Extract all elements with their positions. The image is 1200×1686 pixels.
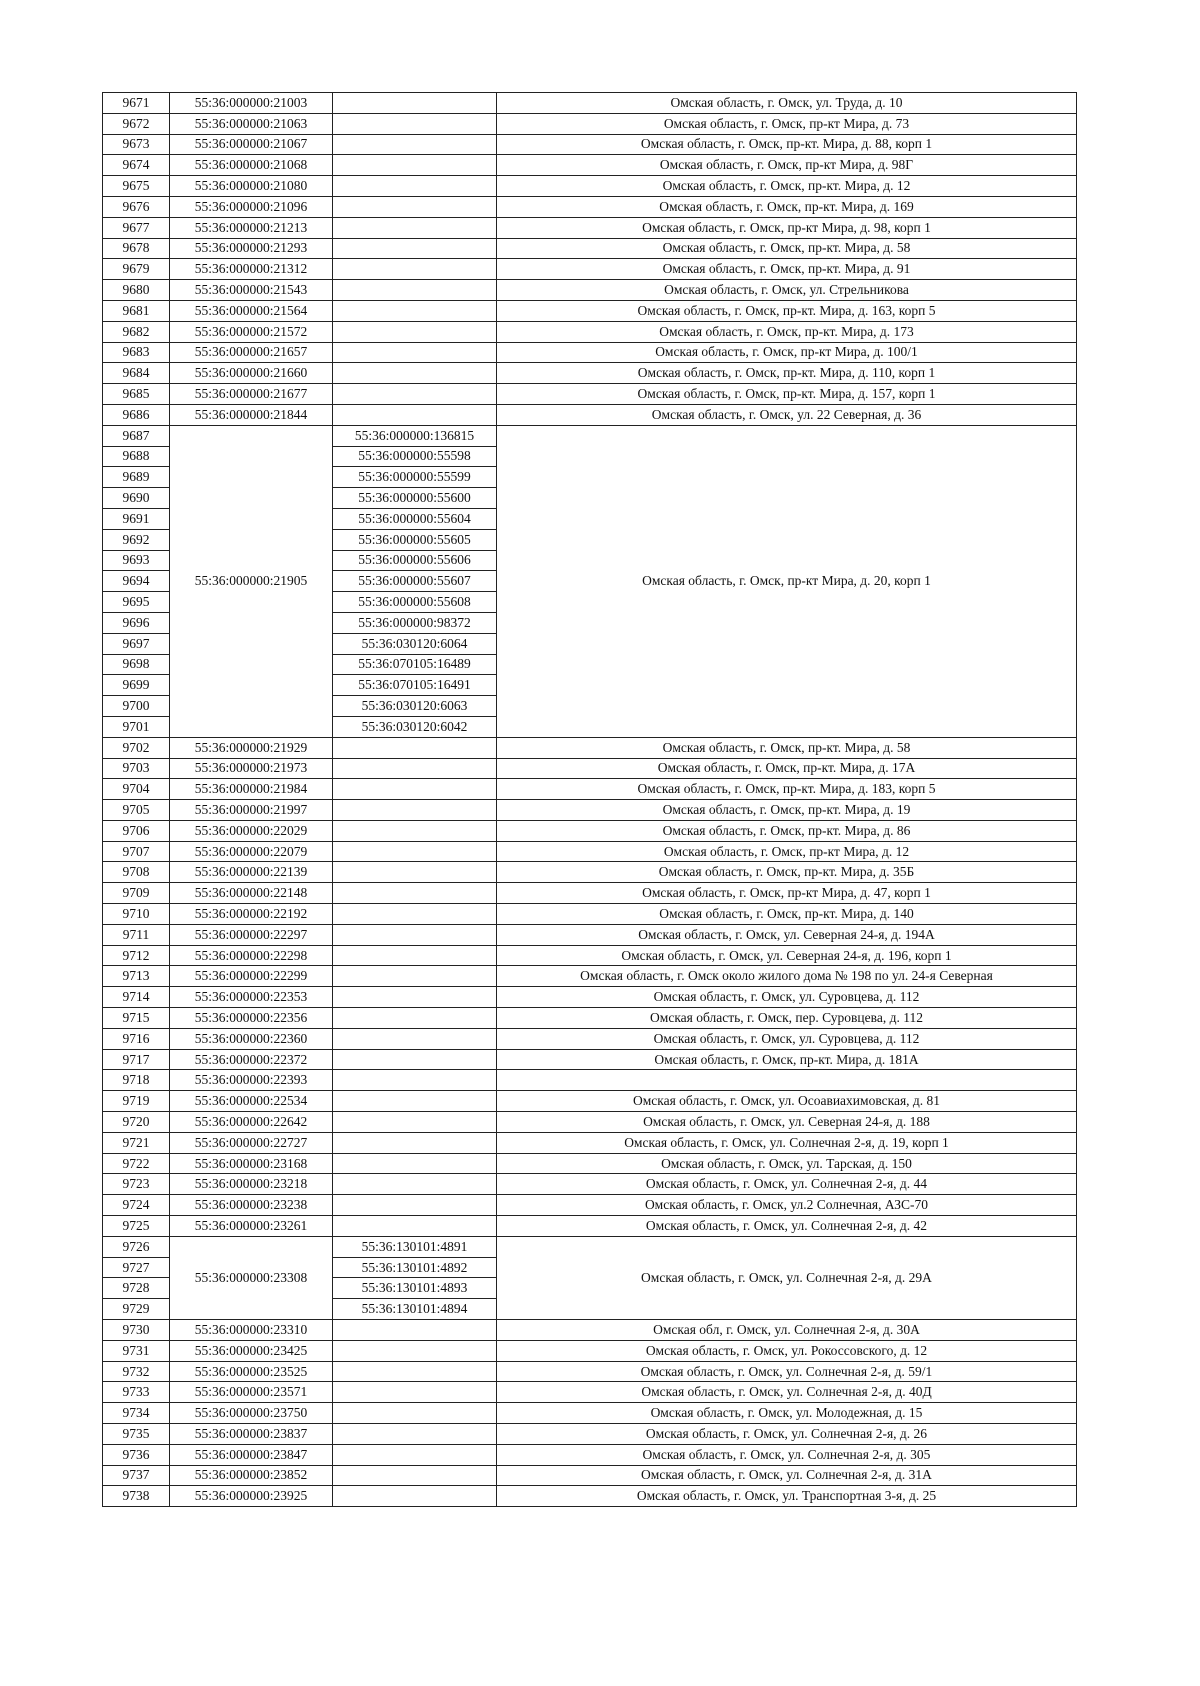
row-number-cell: 9732 xyxy=(103,1361,170,1382)
sub-cadastral-number-cell: 55:36:000000:55605 xyxy=(333,529,497,550)
sub-cadastral-number-cell xyxy=(333,1195,497,1216)
cadastral-number-cell: 55:36:000000:21984 xyxy=(170,779,333,800)
sub-cadastral-number-cell xyxy=(333,1008,497,1029)
cadastral-number-cell: 55:36:000000:23218 xyxy=(170,1174,333,1195)
row-number-cell: 9719 xyxy=(103,1091,170,1112)
address-cell: Омская область, г. Омск, пр-кт Мира, д. 12 xyxy=(497,841,1077,862)
cadastral-number-cell: 55:36:000000:21067 xyxy=(170,134,333,155)
cadastral-number-cell: 55:36:000000:21844 xyxy=(170,404,333,425)
sub-cadastral-number-cell xyxy=(333,1465,497,1486)
row-number-cell: 9684 xyxy=(103,363,170,384)
sub-cadastral-number-cell xyxy=(333,196,497,217)
cadastral-number-cell: 55:36:000000:22298 xyxy=(170,945,333,966)
sub-cadastral-number-cell xyxy=(333,1070,497,1091)
sub-cadastral-number-cell: 55:36:070105:16491 xyxy=(333,675,497,696)
row-number-cell: 9704 xyxy=(103,779,170,800)
table-row xyxy=(103,1444,1077,1465)
table-row xyxy=(103,1174,1077,1195)
address-cell: Омская область, г. Омск, ул. 22 Северная, д. 36 xyxy=(497,404,1077,425)
sub-cadastral-number-cell xyxy=(333,841,497,862)
cadastral-number-cell: 55:36:000000:21905 xyxy=(170,425,333,737)
sub-cadastral-number-cell xyxy=(333,779,497,800)
address-cell: Омская область, г. Омск, ул. Солнечная 2-я, д. 40Д xyxy=(497,1382,1077,1403)
table-row xyxy=(103,300,1077,321)
table-row xyxy=(103,425,1077,446)
row-number-cell: 9676 xyxy=(103,196,170,217)
table-row xyxy=(103,280,1077,301)
address-cell: Омская область, г. Омск, пр-кт Мира, д. 20, корп 1 xyxy=(497,425,1077,737)
cadastral-number-cell: 55:36:000000:23308 xyxy=(170,1236,333,1319)
cadastral-number-cell: 55:36:000000:21063 xyxy=(170,113,333,134)
table-row xyxy=(103,737,1077,758)
cadastral-number-cell: 55:36:000000:22727 xyxy=(170,1132,333,1153)
address-cell: Омская область, г. Омск, пр-кт. Мира, д. 183, корп 5 xyxy=(497,779,1077,800)
row-number-cell: 9687 xyxy=(103,425,170,446)
table-row xyxy=(103,1153,1077,1174)
table-row xyxy=(103,758,1077,779)
address-cell: Омская область, г. Омск, пр-кт. Мира, д. 58 xyxy=(497,737,1077,758)
table-row xyxy=(103,321,1077,342)
row-number-cell: 9727 xyxy=(103,1257,170,1278)
address-cell: Омская область, г. Омск, ул. Тарская, д. 150 xyxy=(497,1153,1077,1174)
row-number-cell: 9714 xyxy=(103,987,170,1008)
cadastral-number-cell: 55:36:000000:21312 xyxy=(170,259,333,280)
cadastral-number-cell: 55:36:000000:22297 xyxy=(170,924,333,945)
sub-cadastral-number-cell xyxy=(333,1424,497,1445)
sub-cadastral-number-cell: 55:36:070105:16489 xyxy=(333,654,497,675)
table-row xyxy=(103,342,1077,363)
row-number-cell: 9705 xyxy=(103,800,170,821)
table-row xyxy=(103,779,1077,800)
sub-cadastral-number-cell xyxy=(333,737,497,758)
sub-cadastral-number-cell xyxy=(333,758,497,779)
cadastral-number-cell: 55:36:000000:23310 xyxy=(170,1320,333,1341)
sub-cadastral-number-cell xyxy=(333,987,497,1008)
table-row xyxy=(103,155,1077,176)
address-cell: Омская область, г. Омск, ул. Северная 24-я, д. 196, корп 1 xyxy=(497,945,1077,966)
sub-cadastral-number-cell xyxy=(333,113,497,134)
row-number-cell: 9735 xyxy=(103,1424,170,1445)
sub-cadastral-number-cell xyxy=(333,1153,497,1174)
address-cell: Омская область, г. Омск, ул. Транспортная 3-я, д. 25 xyxy=(497,1486,1077,1507)
address-cell: Омская область, г. Омск, пр-кт. Мира, д. 163, корп 5 xyxy=(497,300,1077,321)
address-cell: Омская область, г. Омск, пр-кт. Мира, д. 17А xyxy=(497,758,1077,779)
row-number-cell: 9713 xyxy=(103,966,170,987)
sub-cadastral-number-cell xyxy=(333,1174,497,1195)
row-number-cell: 9722 xyxy=(103,1153,170,1174)
address-cell: Омская область, г. Омск, ул. Северная 24-я, д. 188 xyxy=(497,1112,1077,1133)
sub-cadastral-number-cell: 55:36:130101:4892 xyxy=(333,1257,497,1278)
cadastral-number-cell: 55:36:000000:23425 xyxy=(170,1340,333,1361)
address-cell: Омская область, г. Омск, ул.2 Солнечная, АЗС-70 xyxy=(497,1195,1077,1216)
row-number-cell: 9736 xyxy=(103,1444,170,1465)
sub-cadastral-number-cell xyxy=(333,1382,497,1403)
row-number-cell: 9707 xyxy=(103,841,170,862)
table-row xyxy=(103,134,1077,155)
address-cell: Омская область, г. Омск, пр-кт. Мира, д. 88, корп 1 xyxy=(497,134,1077,155)
address-cell: Омская область, г. Омск, ул. Рокоссовского, д. 12 xyxy=(497,1340,1077,1361)
row-number-cell: 9728 xyxy=(103,1278,170,1299)
row-number-cell: 9708 xyxy=(103,862,170,883)
sub-cadastral-number-cell: 55:36:000000:98372 xyxy=(333,612,497,633)
table-row xyxy=(103,1486,1077,1507)
cadastral-number-cell: 55:36:000000:23525 xyxy=(170,1361,333,1382)
table-row xyxy=(103,1008,1077,1029)
cadastral-number-cell: 55:36:000000:22393 xyxy=(170,1070,333,1091)
sub-cadastral-number-cell xyxy=(333,300,497,321)
sub-cadastral-number-cell xyxy=(333,862,497,883)
sub-cadastral-number-cell xyxy=(333,1112,497,1133)
table-row xyxy=(103,1465,1077,1486)
row-number-cell: 9680 xyxy=(103,280,170,301)
cadastral-number-cell: 55:36:000000:22642 xyxy=(170,1112,333,1133)
cadastral-number-cell: 55:36:000000:22353 xyxy=(170,987,333,1008)
cadastral-number-cell: 55:36:000000:21973 xyxy=(170,758,333,779)
cadastral-number-cell: 55:36:000000:21543 xyxy=(170,280,333,301)
table-row xyxy=(103,1361,1077,1382)
cadastral-number-cell: 55:36:000000:22079 xyxy=(170,841,333,862)
sub-cadastral-number-cell xyxy=(333,1361,497,1382)
row-number-cell: 9683 xyxy=(103,342,170,363)
row-number-cell: 9701 xyxy=(103,716,170,737)
cadastral-number-cell: 55:36:000000:23168 xyxy=(170,1153,333,1174)
address-cell: Омская область, г. Омск, ул. Солнечная 2-я, д. 44 xyxy=(497,1174,1077,1195)
table-row xyxy=(103,924,1077,945)
table-row xyxy=(103,862,1077,883)
address-cell: Омская область, г. Омск, пр-кт. Мира, д. 19 xyxy=(497,800,1077,821)
row-number-cell: 9697 xyxy=(103,633,170,654)
table-row xyxy=(103,1216,1077,1237)
cadastral-number-cell: 55:36:000000:21657 xyxy=(170,342,333,363)
sub-cadastral-number-cell xyxy=(333,966,497,987)
row-number-cell: 9738 xyxy=(103,1486,170,1507)
table-row xyxy=(103,1382,1077,1403)
address-cell: Омская область, г. Омск, пр-кт Мира, д. 73 xyxy=(497,113,1077,134)
cadastral-number-cell: 55:36:000000:21213 xyxy=(170,217,333,238)
row-number-cell: 9718 xyxy=(103,1070,170,1091)
row-number-cell: 9674 xyxy=(103,155,170,176)
row-number-cell: 9685 xyxy=(103,384,170,405)
cadastral-number-cell: 55:36:000000:21564 xyxy=(170,300,333,321)
address-cell: Омская область, г. Омск, ул. Осоавиахимовская, д. 81 xyxy=(497,1091,1077,1112)
cadastral-number-cell: 55:36:000000:21003 xyxy=(170,93,333,114)
cadastral-number-cell: 55:36:000000:21929 xyxy=(170,737,333,758)
row-number-cell: 9734 xyxy=(103,1403,170,1424)
table-row xyxy=(103,1132,1077,1153)
sub-cadastral-number-cell xyxy=(333,217,497,238)
sub-cadastral-number-cell xyxy=(333,904,497,925)
row-number-cell: 9692 xyxy=(103,529,170,550)
sub-cadastral-number-cell xyxy=(333,945,497,966)
cadastral-number-cell: 55:36:000000:21068 xyxy=(170,155,333,176)
address-cell: Омская область, г. Омск, пр-кт. Мира, д. 173 xyxy=(497,321,1077,342)
row-number-cell: 9717 xyxy=(103,1049,170,1070)
cadastral-number-cell: 55:36:000000:23837 xyxy=(170,1424,333,1445)
sub-cadastral-number-cell xyxy=(333,384,497,405)
address-cell: Омская область, г. Омск, пр-кт Мира, д. 100/1 xyxy=(497,342,1077,363)
row-number-cell: 9698 xyxy=(103,654,170,675)
sub-cadastral-number-cell xyxy=(333,924,497,945)
row-number-cell: 9673 xyxy=(103,134,170,155)
address-cell: Омская область, г. Омск, ул. Суровцева, д. 112 xyxy=(497,987,1077,1008)
row-number-cell: 9723 xyxy=(103,1174,170,1195)
row-number-cell: 9696 xyxy=(103,612,170,633)
row-number-cell: 9679 xyxy=(103,259,170,280)
address-cell xyxy=(497,1070,1077,1091)
sub-cadastral-number-cell xyxy=(333,1320,497,1341)
row-number-cell: 9700 xyxy=(103,696,170,717)
table-row xyxy=(103,1424,1077,1445)
row-number-cell: 9689 xyxy=(103,467,170,488)
sub-cadastral-number-cell xyxy=(333,134,497,155)
sub-cadastral-number-cell xyxy=(333,280,497,301)
sub-cadastral-number-cell: 55:36:130101:4891 xyxy=(333,1236,497,1257)
row-number-cell: 9677 xyxy=(103,217,170,238)
sub-cadastral-number-cell xyxy=(333,883,497,904)
row-number-cell: 9699 xyxy=(103,675,170,696)
address-cell: Омская обл, г. Омск, ул. Солнечная 2-я, д. 30А xyxy=(497,1320,1077,1341)
table-row xyxy=(103,1070,1077,1091)
table-body xyxy=(103,93,1077,1507)
address-cell: Омская область, г. Омск, ул. Солнечная 2-я, д. 42 xyxy=(497,1216,1077,1237)
table-row xyxy=(103,363,1077,384)
address-cell: Омская область, г. Омск, ул. Стрельникова xyxy=(497,280,1077,301)
row-number-cell: 9672 xyxy=(103,113,170,134)
row-number-cell: 9720 xyxy=(103,1112,170,1133)
address-cell: Омская область, г. Омск, пер. Суровцева, д. 112 xyxy=(497,1008,1077,1029)
row-number-cell: 9693 xyxy=(103,550,170,571)
cadastral-number-cell: 55:36:000000:22372 xyxy=(170,1049,333,1070)
address-cell: Омская область, г. Омск, пр-кт. Мира, д. 157, корп 1 xyxy=(497,384,1077,405)
sub-cadastral-number-cell: 55:36:030120:6042 xyxy=(333,716,497,737)
sub-cadastral-number-cell xyxy=(333,1091,497,1112)
table-row xyxy=(103,1236,1077,1257)
table-row xyxy=(103,883,1077,904)
cadastral-number-cell: 55:36:000000:22360 xyxy=(170,1028,333,1049)
row-number-cell: 9706 xyxy=(103,820,170,841)
cadastral-number-cell: 55:36:000000:23925 xyxy=(170,1486,333,1507)
row-number-cell: 9671 xyxy=(103,93,170,114)
table-row xyxy=(103,1091,1077,1112)
row-number-cell: 9731 xyxy=(103,1340,170,1361)
sub-cadastral-number-cell xyxy=(333,1049,497,1070)
table-row xyxy=(103,93,1077,114)
table-row xyxy=(103,1340,1077,1361)
row-number-cell: 9702 xyxy=(103,737,170,758)
sub-cadastral-number-cell xyxy=(333,820,497,841)
cadastral-number-cell: 55:36:000000:22148 xyxy=(170,883,333,904)
row-number-cell: 9688 xyxy=(103,446,170,467)
sub-cadastral-number-cell xyxy=(333,1486,497,1507)
address-cell: Омская область, г. Омск, пр-кт. Мира, д. 12 xyxy=(497,176,1077,197)
address-cell: Омская область, г. Омск, ул. Солнечная 2-я, д. 59/1 xyxy=(497,1361,1077,1382)
table-row xyxy=(103,1195,1077,1216)
cadastral-table xyxy=(102,92,1077,1507)
address-cell: Омская область, г. Омск, пр-кт. Мира, д. 86 xyxy=(497,820,1077,841)
table-row xyxy=(103,259,1077,280)
row-number-cell: 9716 xyxy=(103,1028,170,1049)
sub-cadastral-number-cell: 55:36:000000:55608 xyxy=(333,592,497,613)
address-cell: Омская область, г. Омск, ул. Солнечная 2-я, д. 305 xyxy=(497,1444,1077,1465)
table-row xyxy=(103,1403,1077,1424)
cadastral-number-cell: 55:36:000000:22299 xyxy=(170,966,333,987)
sub-cadastral-number-cell xyxy=(333,155,497,176)
sub-cadastral-number-cell: 55:36:000000:55598 xyxy=(333,446,497,467)
sub-cadastral-number-cell xyxy=(333,800,497,821)
row-number-cell: 9737 xyxy=(103,1465,170,1486)
cadastral-number-cell: 55:36:000000:21997 xyxy=(170,800,333,821)
table-row xyxy=(103,217,1077,238)
sub-cadastral-number-cell xyxy=(333,321,497,342)
cadastral-number-cell: 55:36:000000:23571 xyxy=(170,1382,333,1403)
address-cell: Омская область, г. Омск, ул. Солнечная 2-я, д. 19, корп 1 xyxy=(497,1132,1077,1153)
row-number-cell: 9725 xyxy=(103,1216,170,1237)
sub-cadastral-number-cell xyxy=(333,1340,497,1361)
cadastral-number-cell: 55:36:000000:22534 xyxy=(170,1091,333,1112)
sub-cadastral-number-cell: 55:36:000000:136815 xyxy=(333,425,497,446)
address-cell: Омская область, г. Омск, ул. Молодежная, д. 15 xyxy=(497,1403,1077,1424)
sub-cadastral-number-cell xyxy=(333,363,497,384)
cadastral-number-cell: 55:36:000000:22029 xyxy=(170,820,333,841)
address-cell: Омская область, г. Омск, ул. Суровцева, д. 112 xyxy=(497,1028,1077,1049)
cadastral-number-cell: 55:36:000000:21660 xyxy=(170,363,333,384)
sub-cadastral-number-cell xyxy=(333,1132,497,1153)
address-cell: Омская область, г. Омск, ул. Солнечная 2-я, д. 31А xyxy=(497,1465,1077,1486)
row-number-cell: 9694 xyxy=(103,571,170,592)
table-row xyxy=(103,1049,1077,1070)
address-cell: Омская область, г. Омск, пр-кт Мира, д. 98Г xyxy=(497,155,1077,176)
cadastral-number-cell: 55:36:000000:23261 xyxy=(170,1216,333,1237)
sub-cadastral-number-cell xyxy=(333,1403,497,1424)
row-number-cell: 9690 xyxy=(103,488,170,509)
cadastral-number-cell: 55:36:000000:21677 xyxy=(170,384,333,405)
table-row xyxy=(103,1320,1077,1341)
cadastral-number-cell: 55:36:000000:23847 xyxy=(170,1444,333,1465)
address-cell: Омская область, г. Омск, пр-кт. Мира, д. 58 xyxy=(497,238,1077,259)
cadastral-number-cell: 55:36:000000:22192 xyxy=(170,904,333,925)
sub-cadastral-number-cell xyxy=(333,404,497,425)
sub-cadastral-number-cell: 55:36:000000:55606 xyxy=(333,550,497,571)
address-cell: Омская область, г. Омск, пр-кт. Мира, д. 91 xyxy=(497,259,1077,280)
address-cell: Омская область, г. Омск, пр-кт. Мира, д. 110, корп 1 xyxy=(497,363,1077,384)
table-row xyxy=(103,196,1077,217)
cadastral-number-cell: 55:36:000000:23750 xyxy=(170,1403,333,1424)
address-cell: Омская область, г. Омск, ул. Труда, д. 10 xyxy=(497,93,1077,114)
table-row xyxy=(103,1112,1077,1133)
table-row xyxy=(103,384,1077,405)
row-number-cell: 9715 xyxy=(103,1008,170,1029)
sub-cadastral-number-cell: 55:36:000000:55604 xyxy=(333,508,497,529)
cadastral-number-cell: 55:36:000000:21572 xyxy=(170,321,333,342)
sub-cadastral-number-cell: 55:36:000000:55607 xyxy=(333,571,497,592)
cadastral-number-cell: 55:36:000000:23852 xyxy=(170,1465,333,1486)
row-number-cell: 9712 xyxy=(103,945,170,966)
table-row xyxy=(103,176,1077,197)
sub-cadastral-number-cell xyxy=(333,1216,497,1237)
sub-cadastral-number-cell: 55:36:030120:6064 xyxy=(333,633,497,654)
table-row xyxy=(103,841,1077,862)
table-row xyxy=(103,113,1077,134)
address-cell: Омская область, г. Омск, ул. Северная 24-я, д. 194А xyxy=(497,924,1077,945)
table-row xyxy=(103,404,1077,425)
address-cell: Омская область, г. Омск около жилого дома № 198 по ул. 24-я Северная xyxy=(497,966,1077,987)
row-number-cell: 9681 xyxy=(103,300,170,321)
table-row xyxy=(103,987,1077,1008)
row-number-cell: 9675 xyxy=(103,176,170,197)
table-row xyxy=(103,820,1077,841)
row-number-cell: 9733 xyxy=(103,1382,170,1403)
row-number-cell: 9711 xyxy=(103,924,170,945)
address-cell: Омская область, г. Омск, ул. Солнечная 2-я, д. 26 xyxy=(497,1424,1077,1445)
cadastral-number-cell: 55:36:000000:23238 xyxy=(170,1195,333,1216)
cadastral-number-cell: 55:36:000000:21080 xyxy=(170,176,333,197)
row-number-cell: 9729 xyxy=(103,1299,170,1320)
sub-cadastral-number-cell: 55:36:030120:6063 xyxy=(333,696,497,717)
cadastral-number-cell: 55:36:000000:22139 xyxy=(170,862,333,883)
sub-cadastral-number-cell xyxy=(333,93,497,114)
sub-cadastral-number-cell: 55:36:130101:4893 xyxy=(333,1278,497,1299)
sub-cadastral-number-cell xyxy=(333,176,497,197)
table-row xyxy=(103,904,1077,925)
table-row xyxy=(103,966,1077,987)
sub-cadastral-number-cell: 55:36:130101:4894 xyxy=(333,1299,497,1320)
sub-cadastral-number-cell xyxy=(333,342,497,363)
sub-cadastral-number-cell xyxy=(333,259,497,280)
row-number-cell: 9726 xyxy=(103,1236,170,1257)
table-row xyxy=(103,800,1077,821)
row-number-cell: 9721 xyxy=(103,1132,170,1153)
row-number-cell: 9710 xyxy=(103,904,170,925)
cadastral-number-cell: 55:36:000000:21293 xyxy=(170,238,333,259)
sub-cadastral-number-cell xyxy=(333,1444,497,1465)
row-number-cell: 9709 xyxy=(103,883,170,904)
row-number-cell: 9703 xyxy=(103,758,170,779)
row-number-cell: 9678 xyxy=(103,238,170,259)
table-row xyxy=(103,1028,1077,1049)
cadastral-number-cell: 55:36:000000:22356 xyxy=(170,1008,333,1029)
sub-cadastral-number-cell xyxy=(333,1028,497,1049)
address-cell: Омская область, г. Омск, пр-кт. Мира, д. 140 xyxy=(497,904,1077,925)
sub-cadastral-number-cell: 55:36:000000:55600 xyxy=(333,488,497,509)
address-cell: Омская область, г. Омск, пр-кт. Мира, д. 169 xyxy=(497,196,1077,217)
address-cell: Омская область, г. Омск, ул. Солнечная 2-я, д. 29А xyxy=(497,1236,1077,1319)
address-cell: Омская область, г. Омск, пр-кт. Мира, д. 35Б xyxy=(497,862,1077,883)
row-number-cell: 9682 xyxy=(103,321,170,342)
address-cell: Омская область, г. Омск, пр-кт. Мира, д. 181А xyxy=(497,1049,1077,1070)
row-number-cell: 9724 xyxy=(103,1195,170,1216)
row-number-cell: 9730 xyxy=(103,1320,170,1341)
sub-cadastral-number-cell: 55:36:000000:55599 xyxy=(333,467,497,488)
row-number-cell: 9691 xyxy=(103,508,170,529)
table-row xyxy=(103,238,1077,259)
table-row xyxy=(103,945,1077,966)
sub-cadastral-number-cell xyxy=(333,238,497,259)
address-cell: Омская область, г. Омск, пр-кт Мира, д. 98, корп 1 xyxy=(497,217,1077,238)
row-number-cell: 9686 xyxy=(103,404,170,425)
address-cell: Омская область, г. Омск, пр-кт Мира, д. 47, корп 1 xyxy=(497,883,1077,904)
row-number-cell: 9695 xyxy=(103,592,170,613)
cadastral-number-cell: 55:36:000000:21096 xyxy=(170,196,333,217)
